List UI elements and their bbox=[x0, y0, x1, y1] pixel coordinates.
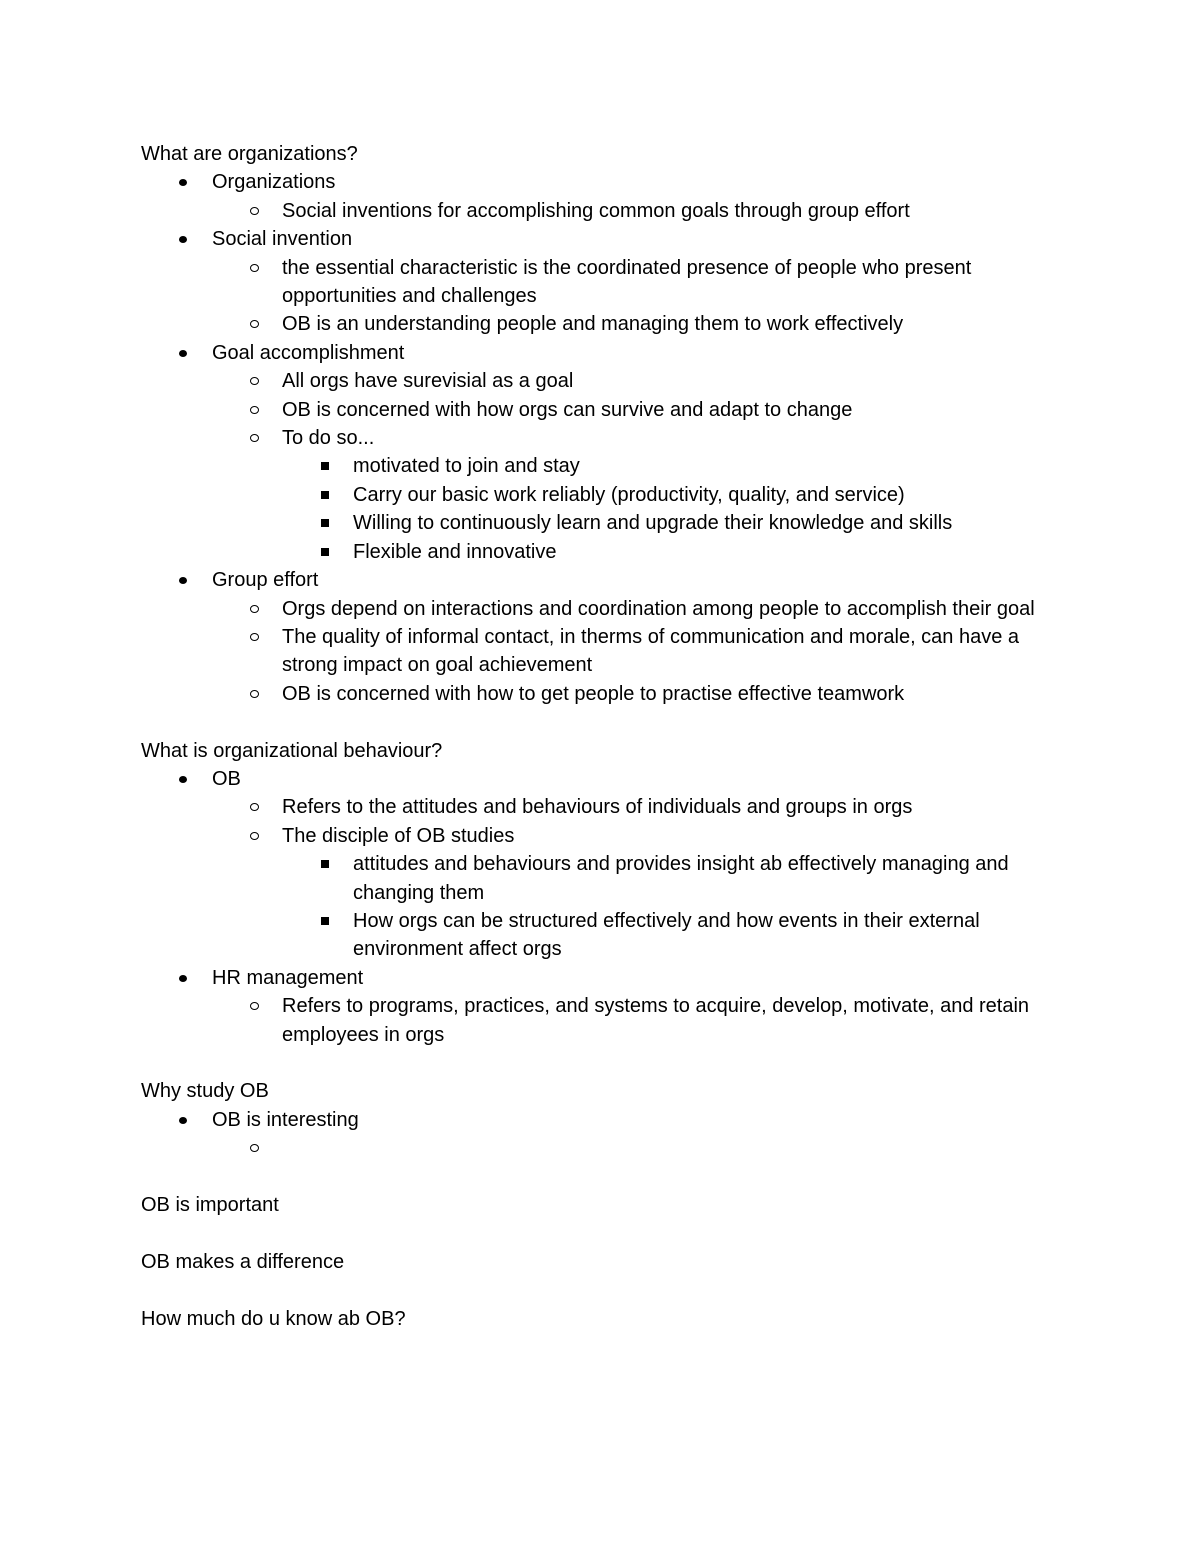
section-heading: What are organizations? bbox=[141, 143, 358, 165]
hollow-circle-bullet-icon bbox=[250, 605, 259, 613]
bullet-item bbox=[141, 566, 1061, 594]
section-heading: What is organizational behaviour? bbox=[141, 739, 443, 762]
sub-sub-bullet-item bbox=[141, 850, 1061, 907]
bullet-text: All orgs have surevisial as a goal bbox=[282, 370, 574, 393]
hollow-circle-bullet-icon bbox=[250, 434, 259, 442]
bullet-text: Refers to the attitudes and behaviours of individuals and groups in orgs bbox=[282, 796, 913, 819]
bullet-text: the essential characteristic is the coordinated presence of people who present opportunities and challenges bbox=[282, 256, 972, 308]
bullet-text: OB is concerned with how orgs can survive and adapt to change bbox=[282, 398, 853, 421]
bullet-text: To do so... bbox=[282, 427, 375, 450]
section-heading: How much do u know ab OB? bbox=[141, 1307, 406, 1330]
hollow-circle-bullet-icon bbox=[250, 803, 259, 811]
bullet-item bbox=[141, 964, 1061, 992]
sub-bullet-item bbox=[141, 1134, 1061, 1162]
blank-line bbox=[141, 1219, 1061, 1247]
hollow-circle-bullet-icon bbox=[250, 1002, 259, 1010]
section-heading: OB is important bbox=[141, 1193, 279, 1216]
bullet-text: motivated to join and stay bbox=[353, 455, 580, 478]
sub-sub-bullet-item bbox=[141, 538, 1061, 566]
sub-sub-bullet-item bbox=[141, 452, 1061, 480]
sub-bullet-item bbox=[141, 367, 1061, 395]
sub-bullet-item bbox=[141, 424, 1061, 452]
filled-circle-bullet-icon bbox=[179, 1117, 187, 1124]
hollow-circle-bullet-icon bbox=[250, 320, 259, 328]
section-heading: Why study OB bbox=[141, 1080, 269, 1103]
blank-line bbox=[141, 1276, 1061, 1304]
bullet-text: Carry our basic work reliably (productivity, quality, and service) bbox=[353, 483, 905, 506]
bullet-text: Orgs depend on interactions and coordination among people to accomplish their goal bbox=[282, 597, 1035, 620]
bullet-text: Social inventions for accomplishing common goals through group effort bbox=[282, 199, 910, 222]
bullet-item bbox=[141, 765, 1061, 793]
sub-bullet-item bbox=[141, 623, 1061, 680]
bullet-text: OB bbox=[212, 767, 241, 790]
blank-line bbox=[141, 708, 1061, 736]
bullet-text: The quality of informal contact, in therms of communication and morale, can have a strong impact on goal achievement bbox=[282, 625, 1020, 677]
hollow-circle-bullet-icon bbox=[250, 633, 259, 641]
bullet-text: HR management bbox=[212, 966, 364, 989]
bullet-item bbox=[141, 168, 1061, 196]
filled-circle-bullet-icon bbox=[179, 577, 187, 584]
bullet-text: Organizations bbox=[212, 171, 336, 194]
sub-sub-bullet-item bbox=[141, 481, 1061, 509]
filled-circle-bullet-icon bbox=[179, 776, 187, 783]
bullet-text: attitudes and behaviours and provides insight ab effectively managing and changing them bbox=[353, 853, 1009, 904]
bullet-item bbox=[141, 225, 1061, 253]
bullet-text: Group effort bbox=[212, 569, 319, 592]
section-heading: OB makes a difference bbox=[141, 1250, 345, 1273]
hollow-circle-bullet-icon bbox=[250, 207, 259, 215]
hollow-circle-bullet-icon bbox=[250, 1144, 259, 1152]
document-content bbox=[141, 140, 1061, 1333]
bullet-item bbox=[141, 1106, 1061, 1134]
hollow-circle-bullet-icon bbox=[250, 832, 259, 840]
bullet-text: OB is concerned with how to get people to practise effective teamwork bbox=[282, 682, 905, 705]
filled-circle-bullet-icon bbox=[179, 179, 187, 186]
sub-bullet-item bbox=[141, 680, 1061, 708]
bullet-text: Refers to programs, practices, and systems to acquire, develop, motivate, and retain employees in orgs bbox=[282, 995, 1030, 1046]
sub-bullet-item bbox=[141, 793, 1061, 821]
hollow-circle-bullet-icon bbox=[250, 690, 259, 698]
bullet-text: Goal accomplishment bbox=[212, 341, 405, 364]
sub-bullet-item bbox=[141, 310, 1061, 338]
hollow-circle-bullet-icon bbox=[250, 264, 259, 272]
bullet-item bbox=[141, 339, 1061, 367]
sub-bullet-item bbox=[141, 822, 1061, 850]
filled-square-bullet-icon bbox=[321, 917, 329, 925]
sub-bullet-item bbox=[141, 595, 1061, 623]
filled-square-bullet-icon bbox=[321, 519, 329, 527]
sub-bullet-item bbox=[141, 396, 1061, 424]
bullet-text: How orgs can be structured effectively and how events in their external environment affect orgs bbox=[353, 909, 980, 961]
hollow-circle-bullet-icon bbox=[250, 377, 259, 385]
bullet-text: Flexible and innovative bbox=[353, 540, 557, 563]
filled-circle-bullet-icon bbox=[179, 975, 187, 982]
bullet-text: The disciple of OB studies bbox=[282, 824, 515, 847]
filled-circle-bullet-icon bbox=[179, 236, 187, 243]
hollow-circle-bullet-icon bbox=[250, 406, 259, 414]
bullet-text: OB is interesting bbox=[212, 1108, 359, 1131]
sub-bullet-item bbox=[141, 254, 1061, 311]
filled-square-bullet-icon bbox=[321, 548, 329, 556]
filled-square-bullet-icon bbox=[321, 491, 329, 499]
sub-sub-bullet-item bbox=[141, 509, 1061, 537]
bullet-text: OB is an understanding people and managing them to work effectively bbox=[282, 313, 904, 336]
blank-line bbox=[141, 1163, 1061, 1191]
bullet-text: Willing to continuously learn and upgrade their knowledge and skills bbox=[353, 512, 953, 535]
bullet-text: Social invention bbox=[212, 228, 353, 251]
sub-sub-bullet-item bbox=[141, 907, 1061, 964]
filled-square-bullet-icon bbox=[321, 462, 329, 470]
filled-square-bullet-icon bbox=[321, 860, 329, 868]
sub-bullet-item bbox=[141, 992, 1061, 1049]
filled-circle-bullet-icon bbox=[179, 350, 187, 357]
blank-line bbox=[141, 1049, 1061, 1077]
sub-bullet-item bbox=[141, 197, 1061, 225]
